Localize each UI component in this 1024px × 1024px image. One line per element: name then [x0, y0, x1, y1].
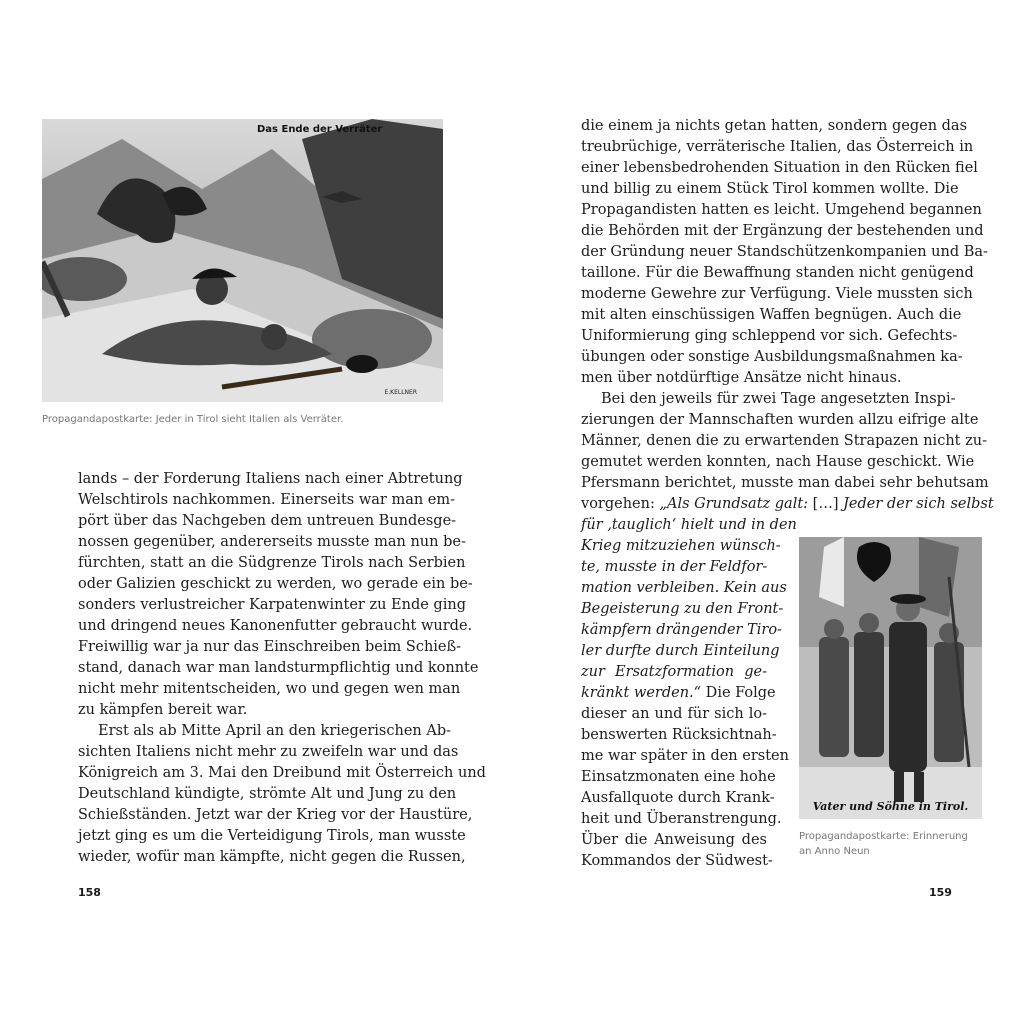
- text-line: einer lebensbedrohenden Situation in den Rücken fiel: [581, 160, 978, 176]
- text-line: fürchten, statt an die Südgrenze Tirols nach Serbien: [78, 555, 466, 571]
- text-line: [581, 683, 776, 704]
- text-line: Propagandisten hatten es leicht. Umgehend begannen: [581, 202, 982, 218]
- postcard-title-2: Vater und Söhne in Tirol.: [812, 800, 969, 813]
- text-line: benswerten Rücksichtnah-: [581, 727, 777, 743]
- text-line: ler durfte durch Einteilung: [581, 643, 780, 659]
- text-line: wieder, wofür man kämpfte, nicht gegen die Russen,: [78, 849, 466, 865]
- page-number-right: 159: [929, 886, 952, 899]
- text-line: Welschtirols nachkommen. Einerseits war man em-: [78, 492, 456, 508]
- text-line: taillone. Für die Bewaffnung standen nicht genügend: [581, 265, 974, 281]
- text-line: mation verbleiben. Kein aus: [581, 580, 787, 596]
- body-text-right-narrow: [581, 515, 797, 872]
- text-line: Deutschland kündigte, strömte Alt und Jung zu den: [78, 786, 457, 802]
- text-line: heit und Überanstrengung.: [581, 811, 782, 827]
- text-line: Uniformierung ging schleppend vor sich. Gefechts-: [581, 328, 958, 344]
- text-line: Bei den jeweils für zwei Tage angesetzten Inspi-: [601, 391, 956, 407]
- text-line: sichten Italiens nicht mehr zu zweifeln war und das: [78, 744, 459, 760]
- text-line: übungen oder sonstige Ausbildungsmaßnahmen ka-: [581, 349, 963, 365]
- text-line: die einem ja nichts getan hatten, sondern gegen das: [581, 118, 968, 134]
- text-line: Ausfallquote durch Krank-: [581, 790, 775, 806]
- quote-continue: Jeder der sich selbst: [838, 496, 994, 512]
- text-line: für ‚tauglich‘ hielt und in den: [581, 517, 797, 533]
- text-line: und billig zu einem Stück Tirol kommen wollte. Die: [581, 181, 959, 197]
- text-line: und dringend neues Kanonenfutter gebraucht wurde.: [78, 618, 473, 634]
- text-line: kämpfern drängender Tiro-: [581, 622, 782, 638]
- text-line: gemutet werden konnten, nach Hause geschickt. Wie: [581, 454, 975, 470]
- text-line: me war später in den ersten: [581, 748, 789, 764]
- postcard-illustration-2: [799, 537, 982, 819]
- text-line: stand, danach war man landsturmpflichtig und konnte: [78, 660, 479, 676]
- text-line: men über notdürftige Ansätze nicht hinaus.: [581, 370, 902, 386]
- postcard-title: Das Ende der Verräter: [257, 124, 383, 135]
- text-line: Freiwillig war ja nur das Einschreiben beim Schieß-: [78, 639, 462, 655]
- quote-end: kränkt werden.“: [581, 685, 702, 701]
- text-line: Kommandos der Südwest-: [581, 853, 773, 869]
- propaganda-postcard-image-2: [799, 537, 982, 819]
- body-text: [78, 469, 486, 868]
- text-line: nicht mehr mitentscheiden, wo und gegen wen man: [78, 681, 461, 697]
- text-line: Erst als ab Mitte April an den kriegerischen Ab-: [98, 723, 452, 739]
- body-text-right: [581, 116, 989, 494]
- propaganda-postcard-image: [42, 119, 443, 402]
- text-line: moderne Gewehre zur Verfügung. Viele mussten sich: [581, 286, 973, 302]
- text-line: Pfersmann berichtet, musste man dabei sehr behutsam: [581, 475, 989, 491]
- text-line: nossen gegenüber, andererseits musste man nun be-: [78, 534, 466, 550]
- text-line: zierungen der Mannschaften wurden allzu eifrige alte: [581, 412, 979, 428]
- text-line: mit alten einschüssigen Waffen begnügen. Auch die: [581, 307, 962, 323]
- quote-ellipsis: […]: [812, 496, 839, 512]
- text-line: Über die Anweisung des: [581, 832, 767, 848]
- text-line: pört über das Nachgeben dem untreuen Bundesge-: [78, 513, 457, 529]
- quote-intro: vorgehen:: [581, 496, 660, 512]
- text-after-quote: Die Folge: [701, 685, 776, 701]
- quote-start: „Als Grundsatz galt:: [659, 496, 813, 512]
- artist-signature: E.KELLNER: [384, 389, 417, 396]
- page-number: 158: [78, 886, 101, 899]
- text-line: Einsatzmonaten eine hohe: [581, 769, 776, 785]
- text-line: sonders verlustreicher Karpatenwinter zu Ende ging: [78, 597, 466, 613]
- text-line: oder Galizien geschickt zu werden, wo gerade ein be-: [78, 576, 473, 592]
- text-line: Schießständen. Jetzt war der Krieg vor der Haustüre,: [78, 807, 473, 823]
- text-line: die Behörden mit der Ergänzung der bestehenden und: [581, 223, 984, 239]
- text-line: Königreich am 3. Mai den Dreibund mit Österreich und: [78, 765, 486, 781]
- text-line: Begeisterung zu den Front-: [581, 601, 784, 617]
- text-line: te, musste in der Feldfor-: [581, 559, 768, 575]
- text-line: lands – der Forderung Italiens nach einer Abtretung: [78, 471, 463, 487]
- text-line: zu kämpfen bereit war.: [78, 702, 248, 718]
- text-line: treubrüchige, verräterische Italien, das Österreich in: [581, 139, 974, 155]
- postcard-illustration: [42, 119, 443, 402]
- text-line: der Gründung neuer Standschützenkompanien und Ba-: [581, 244, 988, 260]
- figure-caption-2: Propagandapostkarte: Erinnerung an Anno Neun: [799, 831, 968, 857]
- figure-caption: Propagandapostkarte: Jeder in Tirol sieht Italien als Verräter.: [42, 414, 344, 425]
- text-line: Krieg mitzuziehen wünsch-: [581, 538, 781, 554]
- text-line: jetzt ging es um die Verteidigung Tirols, man wusste: [78, 828, 466, 844]
- quote-line: [581, 494, 994, 515]
- text-line: dieser an und für sich lo-: [581, 706, 767, 722]
- text-line: zur Ersatzformation ge-: [581, 664, 767, 680]
- text-line: Männer, denen die zu erwartenden Strapazen nicht zu-: [581, 433, 987, 449]
